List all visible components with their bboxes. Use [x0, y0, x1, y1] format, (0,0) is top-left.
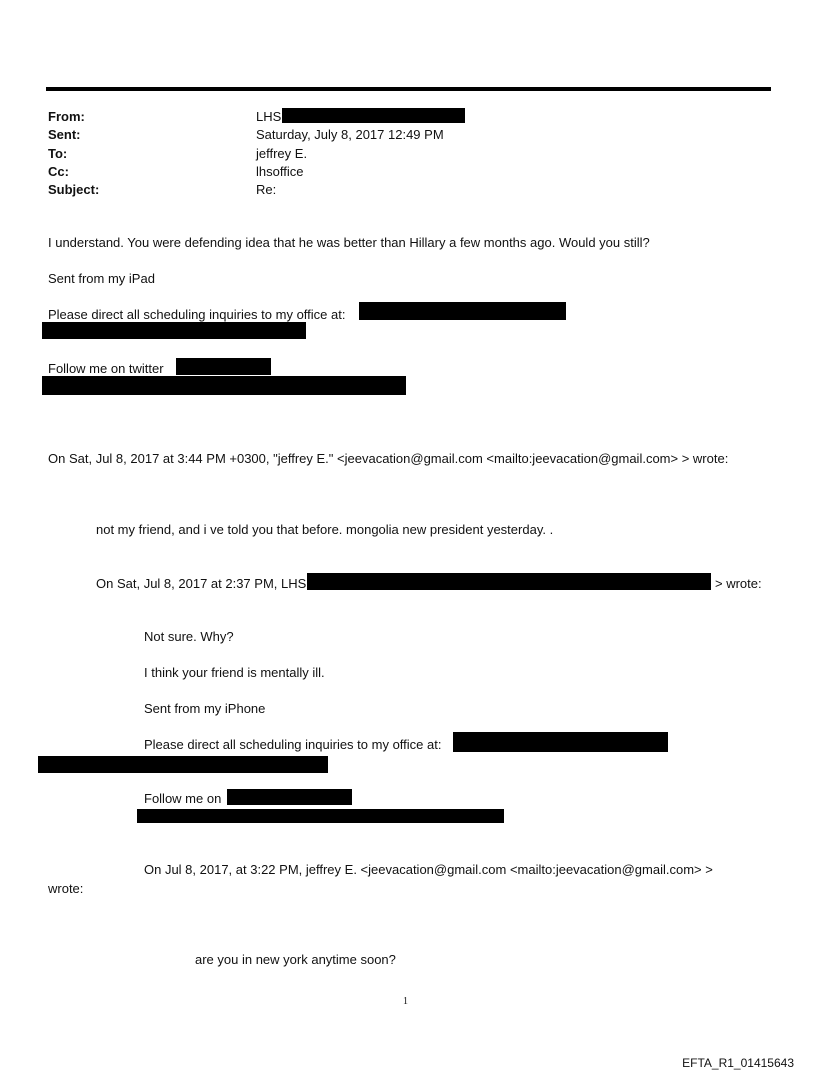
redaction-office-contact-4: [38, 756, 328, 773]
quote2-line2: I think your friend is mentally ill.: [144, 665, 325, 680]
redaction-office-contact-2: [42, 322, 306, 339]
sent-from-ipad: Sent from my iPad: [48, 271, 155, 286]
redaction-follow-handle: [227, 789, 352, 805]
sent-value: Saturday, July 8, 2017 12:49 PM: [256, 127, 444, 142]
document-id: EFTA_R1_01415643: [682, 1056, 794, 1070]
message-line: I understand. You were defending idea that he was better than Hillary a few months ago. Would you still?: [48, 235, 650, 250]
from-label: From:: [48, 109, 85, 124]
page-number: 1: [403, 996, 408, 1007]
quote3-header: On Jul 8, 2017, at 3:22 PM, jeffrey E. <jeevacation@gmail.com <mailto:jeevacation@gmail.com> >: [144, 862, 713, 877]
quote3-body: are you in new york anytime soon?: [195, 952, 396, 967]
quote2-header-suffix: > wrote:: [715, 576, 762, 591]
quote3-wrote: wrote:: [48, 881, 84, 896]
header-rule: [46, 87, 771, 91]
subject-value: Re:: [256, 182, 277, 197]
sent-label: Sent:: [48, 127, 81, 142]
quote1-body: not my friend, and i ve told you that before. mongolia new president yesterday. .: [96, 522, 554, 537]
quote2-sent-from: Sent from my iPhone: [144, 701, 266, 716]
cc-label: Cc:: [48, 164, 69, 179]
quote2-scheduling: Please direct all scheduling inquiries to my office at:: [144, 737, 442, 752]
quote2-follow: Follow me on: [144, 791, 222, 806]
scheduling-text: Please direct all scheduling inquiries to my office at:: [48, 307, 346, 322]
redaction-lhs-email: [307, 573, 711, 590]
cc-value: lhsoffice: [256, 164, 304, 179]
quote2-header-prefix: On Sat, Jul 8, 2017 at 2:37 PM, LHS: [96, 576, 307, 591]
quote2-line1: Not sure. Why?: [144, 629, 234, 644]
to-value: jeffrey E.: [256, 146, 308, 161]
redaction-from-email: [282, 108, 465, 123]
redaction-twitter-handle: [176, 358, 271, 375]
redaction-office-contact-3: [453, 732, 668, 752]
follow-twitter-text: Follow me on twitter: [48, 361, 164, 376]
redaction-twitter-link: [42, 376, 406, 395]
redaction-follow-link: [137, 809, 504, 823]
to-label: To:: [48, 146, 68, 161]
from-value: LHS: [256, 109, 282, 124]
subject-label: Subject:: [48, 182, 100, 197]
redaction-office-contact: [359, 302, 566, 320]
quote1-header: On Sat, Jul 8, 2017 at 3:44 PM +0300, "jeffrey E." <jeevacation@gmail.com <mailto:jeevacation@gmail.com> > wrote:: [48, 451, 729, 466]
